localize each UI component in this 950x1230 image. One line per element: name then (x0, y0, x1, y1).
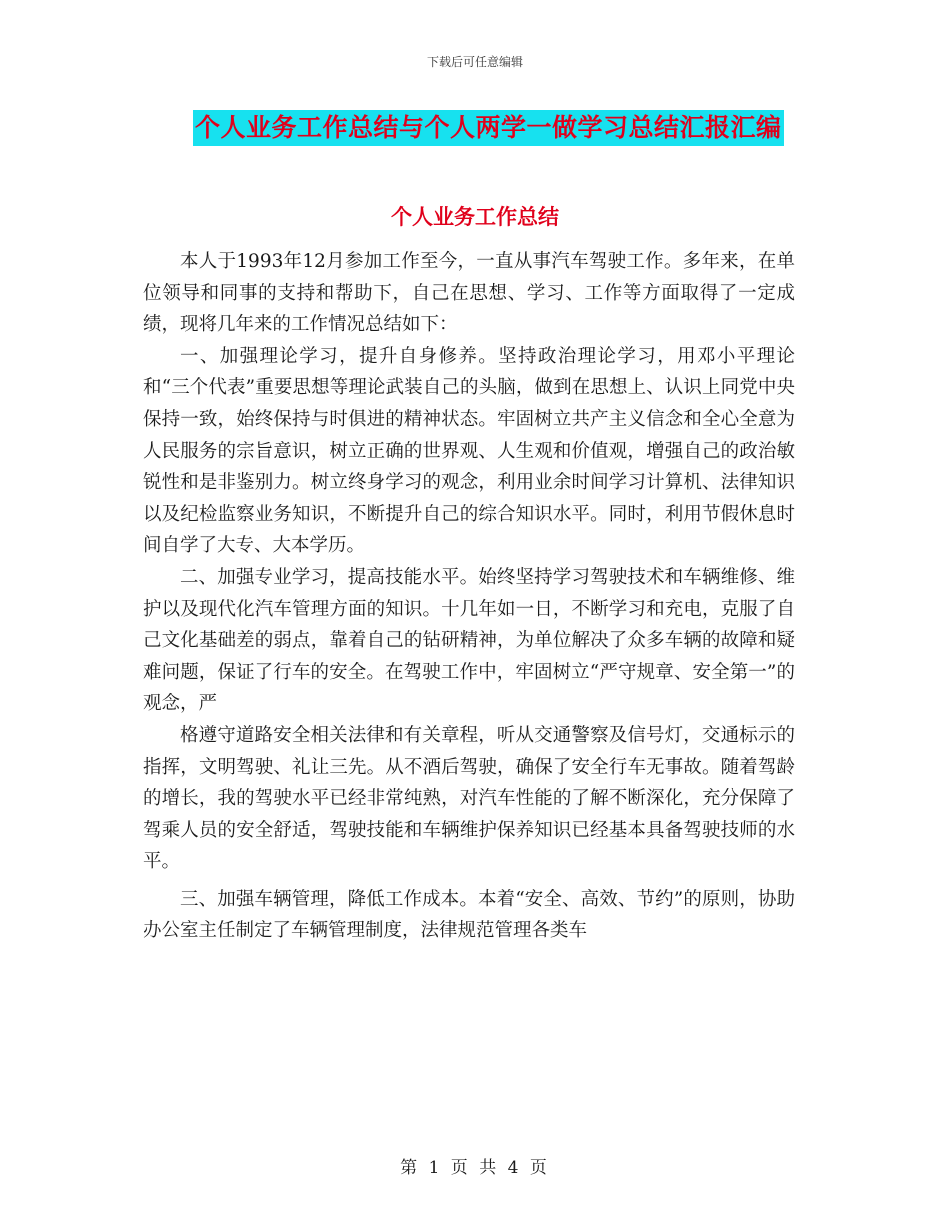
paragraph-traffic-rules: 格遵守道路安全相关法律和有关章程，听从交通警察及信号灯，交通标示的指挥，文明驾驶、礼让三先。从不酒后驾驶，确保了安全行车无事故。随着驾龄的增长，我的驾驶水平已经非常纯熟，对汽车性能的了解不断深化，充分保障了驾乘人员的安全舒适，驾驶技能和车辆维护保养知识已经基本具备驾驶技师的水平。 (143, 724, 795, 873)
paragraph-theory-study: 一、加强理论学习，提升自身修养。坚持政治理论学习，用邓小平理论和“三个代表”重要思想等理论武装自己的头脑，做到在思想上、认识上同党中央保持一致，始终保持与时俱进的精神状态。牢固树立共产主义信念和全心全意为人民服务的宗旨意识，树立正确的世界观、人生观和价值观，增强自己的政治敏锐性和是非鉴别力。树立终身学习的观念，利用业余时间学习计算机、法律知识以及纪检监察业务知识，不断提升自己的综合知识水平。同时，利用节假休息时间自学了大专、大本学历。 (143, 345, 795, 557)
paragraph-professional-study: 二、加强专业学习，提高技能水平。始终坚持学习驾驶技术和车辆维修、维护以及现代化汽车管理方面的知识。十几年如一日，不断学习和充电，克服了自己文化基础差的弱点，靠着自己的钻研精神，为单位解决了众多车辆的故障和疑难问题，保证了行车的安全。在驾驶工作中，牢固树立“严守规章、安全第一”的观念，严 (143, 566, 795, 715)
paragraph-vehicle-management: 三、加强车辆管理，降低工作成本。本着“安全、高效、节约”的原则，协助办公室主任制定了车辆管理制度，法律规范管理各类车 (143, 888, 795, 942)
document-title: 个人业务工作总结与个人两学一做学习总结汇报汇编 (193, 110, 784, 146)
document-body (143, 246, 795, 947)
paragraph-intro: 本人于1993年12月参加工作至今，一直从事汽车驾驶工作。多年来，在单位领导和同事的支持和帮助下，自己在思想、学习、工作等方面取得了一定成绩，现将几年来的工作情况总结如下： (143, 251, 795, 336)
page-footer: 第 1 页 共 4 页 (400, 1158, 550, 1178)
section-title: 个人业务工作总结 (391, 205, 559, 229)
page-header: 下载后可任意编辑 (426, 55, 523, 69)
